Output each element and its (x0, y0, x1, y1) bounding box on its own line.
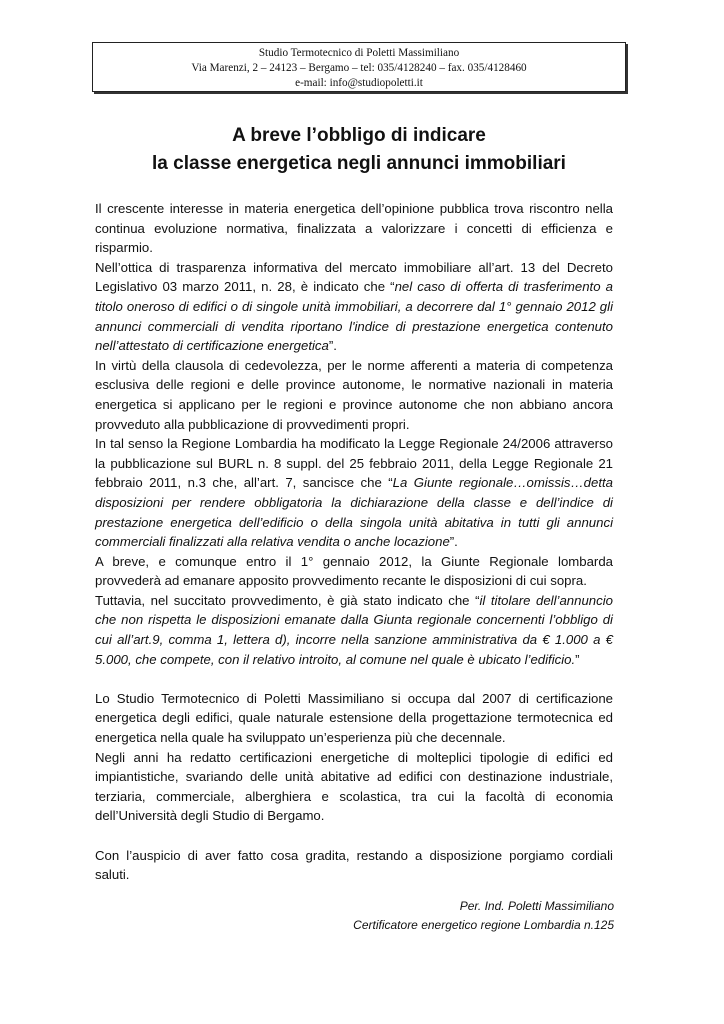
paragraph: Con l’auspicio di aver fatto cosa gradita, restando a disposizione porgiamo cordiali saluti. (95, 847, 613, 883)
paragraph (95, 591, 613, 669)
paragraph (95, 258, 613, 356)
title-line-2: la classe energetica negli annunci immobiliari (152, 153, 566, 174)
paragraph: Negli anni ha redatto certificazioni energetiche di molteplici tipologie di edifici ed impiantistiche, svariando delle unità abitative ad edifici con destinazione industriale, terziaria, commerciale, alberghiera e scolastica, tra cui la facoltà di economia dell’Università degli Studio di Bergamo. (95, 749, 613, 824)
title-line-1: A breve l’obbligo di indicare (232, 125, 486, 146)
quote-text: La Giunte regionale…omissis…detta disposizioni per rendere obbligatoria la dichiarazione della classe e dell’indice di prestazione energetica dell’edificio o della singola unità abitativa in tutti gli annunci commerciali finalizzati alla relativa vendita o anche locazione (95, 475, 613, 550)
studio-name: Studio Termotecnico di Poletti Massimiliano (258, 47, 460, 59)
document-body (95, 199, 613, 885)
letterhead (92, 42, 626, 92)
spacer (95, 826, 613, 846)
paragraph-text: ” (575, 651, 580, 667)
paragraph-text: ”. (449, 534, 458, 550)
paragraph: Lo Studio Termotecnico di Poletti Massimiliano si occupa dal 2007 di certificazione energetica degli edifici, quale naturale estensione della progettazione termotecnica ed energetica nella quale ha sviluppato un’esperienza più che decennale. (95, 690, 613, 746)
studio-address: Via Marenzi, 2 – 24123 – Bergamo – tel: 035/4128240 – fax. 035/4128460 (191, 62, 527, 74)
paragraph: A breve, e comunque entro il 1° gennaio 2012, la Giunte Regionale lombarda provvederà ad emanare apposito provvedimento recante le disposizioni di cui sopra. (95, 553, 613, 589)
paragraph-text: Tuttavia, nel succitato provvedimento, è già stato indicato che “ (95, 592, 480, 608)
paragraph-text: ”. (328, 338, 337, 354)
paragraph-text: Nell’ottica di trasparenza informativa del mercato immobiliare all’art. 13 del Decreto Legislativo 03 marzo 2011, n. 28, è indicato che “ (95, 259, 613, 295)
quote-text: nel caso di offerta di trasferimento a titolo oneroso di edifici o di singole unità immobiliari, a decorrere dal 1° gennaio 2012 gli annunci commerciali di vendita riportano l'indice di prestazione energetica contenuto nell’attestato di certificazione energetica (95, 279, 613, 354)
paragraph: In virtù della clausola di cedevolezza, per le norme afferenti a materia di competenza esclusiva delle regioni e delle province autonome, le normative nazionali in materia energetica si applicano per le regioni e province autonome che non abbiano ancora provveduto alla pubblicazione di provvedimenti propri. (95, 357, 613, 432)
document-title (92, 122, 626, 178)
signature-role: Certificatore energetico regione Lombardia n.125 (353, 918, 614, 932)
paragraph: Il crescente interesse in materia energetica dell’opinione pubblica trova riscontro nella continua evoluzione normativa, finalizzata a valorizzare i concetti di efficienza e risparmio. (95, 201, 613, 256)
studio-email: e-mail: info@studiopoletti.it (295, 77, 423, 89)
paragraph-text: In tal senso la Regione Lombardia ha modificato la Legge Regionale 24/2006 attraverso la pubblicazione sul BURL n. 8 suppl. del 25 febbraio 2011, della Legge Regionale 21 febbraio 2011, n.3 che, all’art. 7, sancisce che “ (95, 436, 613, 491)
signature-block (353, 897, 614, 935)
spacer (95, 669, 613, 689)
paragraph (95, 434, 613, 552)
quote-text: il titolare dell’annuncio che non rispetta le disposizioni emanate dalla Giunta regionale concernenti l’obbligo di cui all’art.9, comma 1, lettera d), incorre nella sanzione amministrativa da € 1.000 a € 5.000, che compete, con il relativo introito, al comune nel quale è ubicato l’edificio. (95, 592, 613, 667)
signature-name: Per. Ind. Poletti Massimiliano (459, 899, 614, 913)
